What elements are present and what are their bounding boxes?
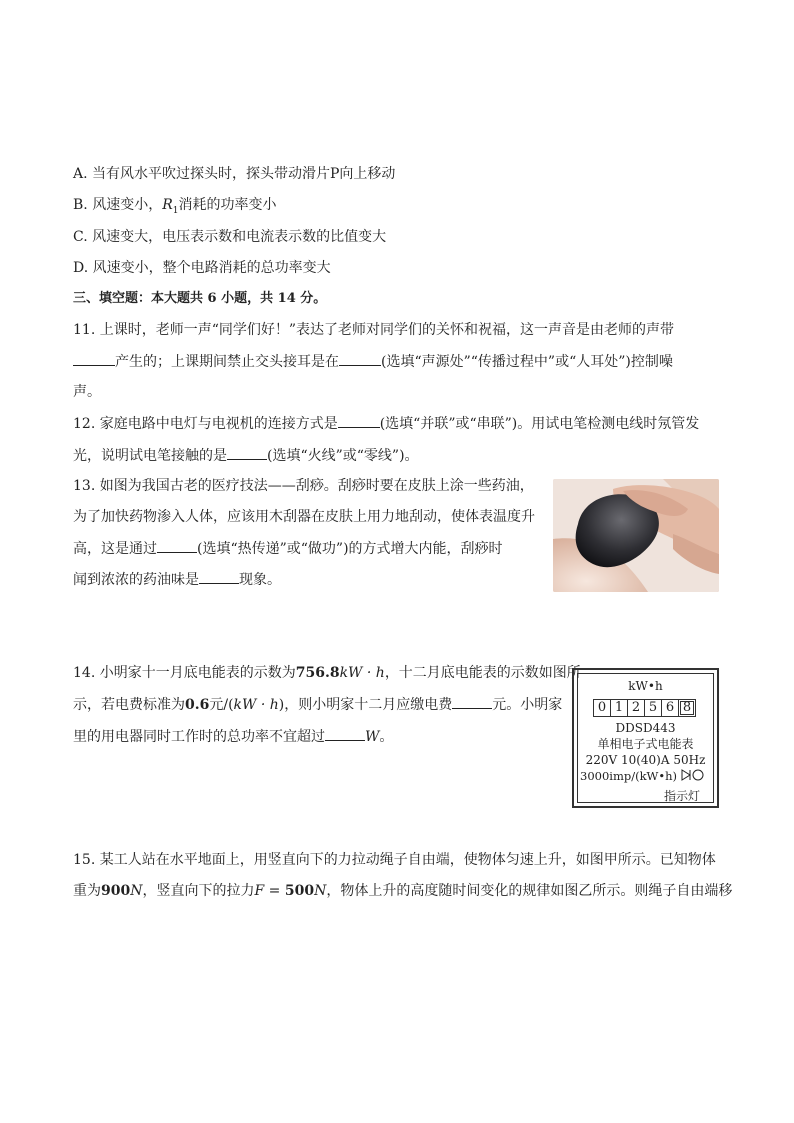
q14-price-unit-b: kW · h — [233, 697, 279, 713]
q15-force-unit: N — [314, 883, 327, 899]
q11-line2-b: (选填“声源处”“传播过程中”或“人耳处”)控制噪 — [381, 354, 673, 370]
q13-blank-2[interactable] — [199, 569, 239, 584]
meter-digit: 1 — [610, 699, 628, 717]
q15-line2-c: ，物体上升的高度随时间变化的规律如图乙所示。则绳子自由端移 — [326, 883, 733, 899]
meter-digit: 0 — [593, 699, 611, 717]
q15-force-value: 500 — [284, 883, 315, 899]
meter-constant: 3000imp/(kW•h) — [580, 769, 678, 783]
q13-line3-b: (选填“热传递”或“做功”)的方式增大内能，刮痧时 — [197, 541, 503, 557]
q11-blank-1[interactable] — [73, 351, 115, 366]
q11-line2-a: 产生的；上课期间禁止交头接耳是在 — [115, 354, 339, 370]
q13-line4-b: 现象。 — [239, 572, 281, 588]
q14-price-unit-c: ) — [278, 697, 285, 713]
q15-weight-unit: N — [130, 883, 143, 899]
resistor-subscript: 1 — [172, 205, 179, 216]
section-heading — [73, 289, 326, 309]
q14-blank-1[interactable] — [452, 694, 492, 709]
electricity-meter — [572, 668, 719, 808]
q14-line2 — [73, 694, 562, 715]
q12-line2-a: 光，说明试电笔接触的是 — [73, 448, 227, 464]
q14-price-unit-a: 元/( — [209, 697, 234, 713]
q14-line3-a: 里的用电器同时工作时的总功率不宜超过 — [73, 729, 325, 745]
q14-line3 — [73, 726, 393, 747]
q14-line1-a: 14. 小明家十一月底电能表的示数为 — [73, 665, 296, 681]
section-heading-c: 分。 — [300, 291, 327, 306]
meter-rating: 220V 10(40)A 50Hz — [585, 753, 706, 767]
q15-line2 — [73, 881, 732, 901]
q11-blank-2[interactable] — [339, 351, 381, 366]
q12-blank-2[interactable] — [227, 445, 267, 460]
q14-line2-a: 示，若电费标准为 — [73, 697, 185, 713]
q13-line3-a: 高，这是通过 — [73, 541, 157, 557]
q14-reading-unit: kW · h — [339, 665, 385, 681]
q15-line2-b: ，竖直向下的拉力 — [142, 883, 255, 899]
meter-digit: 5 — [644, 699, 662, 717]
meter-name: 单相电子式电能表 — [597, 737, 694, 751]
q14-line2-b: ，则小明家十二月应缴电费 — [284, 697, 453, 713]
q11-line3: 声。 — [73, 384, 101, 400]
q15-equals: = — [264, 883, 285, 899]
q12-line2-b: (选填“火线”或“零线”)。 — [267, 448, 419, 464]
resistor-symbol: R — [162, 197, 173, 213]
option-a: A. 当有风水平吹过探头时，探头带动滑片P向上移动 — [73, 166, 396, 182]
meter-digit-decimal: 8 — [678, 699, 696, 717]
section-score: 14 — [273, 291, 301, 306]
q13-line3 — [73, 538, 503, 559]
q11-line1: 11. 上课时，老师一声“同学们好！”表达了老师对同学们的关怀和祝福，这一声音是由老师的声带 — [73, 322, 675, 338]
q14-power-unit: W — [365, 729, 380, 745]
q15-weight-value: 900 — [101, 883, 131, 899]
q12-line1 — [73, 413, 699, 434]
q15-line1: 15. 某工人站在水平地面上，用竖直向下的力拉动绳子自由端，使物体匀速上升，如图甲所示。已知物体 — [73, 852, 716, 868]
indicator-lamp-icon — [681, 769, 705, 781]
meter-inner-frame — [577, 673, 714, 803]
q12-line1-b: (选填“并联”或“串联”)。用试电笔检测电线时氖管发 — [379, 416, 700, 432]
q11-line2 — [73, 351, 673, 372]
gua-sha-photo — [553, 479, 719, 592]
q14-blank-2[interactable] — [325, 726, 365, 741]
option-b — [73, 195, 276, 221]
q13-line4 — [73, 569, 281, 590]
q14-price-value: 0.6 — [185, 697, 210, 713]
meter-digits — [594, 699, 696, 717]
meter-model: DDSD443 — [615, 721, 676, 735]
meter-constant-row — [580, 769, 713, 783]
meter-digit: 6 — [661, 699, 679, 717]
q15-line2-a: 重为 — [73, 883, 101, 899]
q13-blank-1[interactable] — [157, 538, 197, 553]
q14-line1 — [73, 663, 581, 683]
q13-line2: 为了加快药物渗入人体，应该用木刮器在皮肤上用力地刮动，使体表温度升 — [73, 509, 535, 525]
section-question-count: 6 — [203, 291, 222, 306]
option-b-suffix: 消耗的功率变小 — [178, 197, 277, 213]
option-c: C. 风速变大，电压表示数和电流表示数的比值变大 — [73, 229, 387, 245]
q14-reading-value: 756.8 — [295, 665, 340, 681]
meter-lamp-label: 指示灯 — [664, 789, 701, 803]
meter-unit: kW•h — [628, 679, 663, 693]
q14-line3-b: 。 — [379, 729, 394, 745]
q13-line1: 13. 如图为我国古老的医疗技法——刮痧。刮痧时要在皮肤上涂一些药油， — [73, 478, 534, 494]
q12-blank-1[interactable] — [338, 413, 380, 428]
q14-line2-c: 元。小明家 — [492, 697, 563, 713]
option-b-prefix: B. 风速变小， — [73, 197, 163, 213]
q15-force-symbol: F — [254, 883, 265, 899]
meter-digit: 2 — [627, 699, 645, 717]
q14-line1-b: ，十二月底电能表的示数如图所 — [384, 665, 581, 681]
section-heading-b: 小题，共 — [221, 291, 274, 306]
section-heading-a: 三、填空题：本大题共 — [73, 291, 204, 306]
option-d: D. 风速变小，整个电路消耗的总功率变大 — [73, 260, 331, 276]
q12-line2 — [73, 445, 419, 466]
q13-line4-a: 闻到浓浓的药油味是 — [73, 572, 199, 588]
q12-line1-a: 12. 家庭电路中电灯与电视机的连接方式是 — [73, 416, 338, 432]
